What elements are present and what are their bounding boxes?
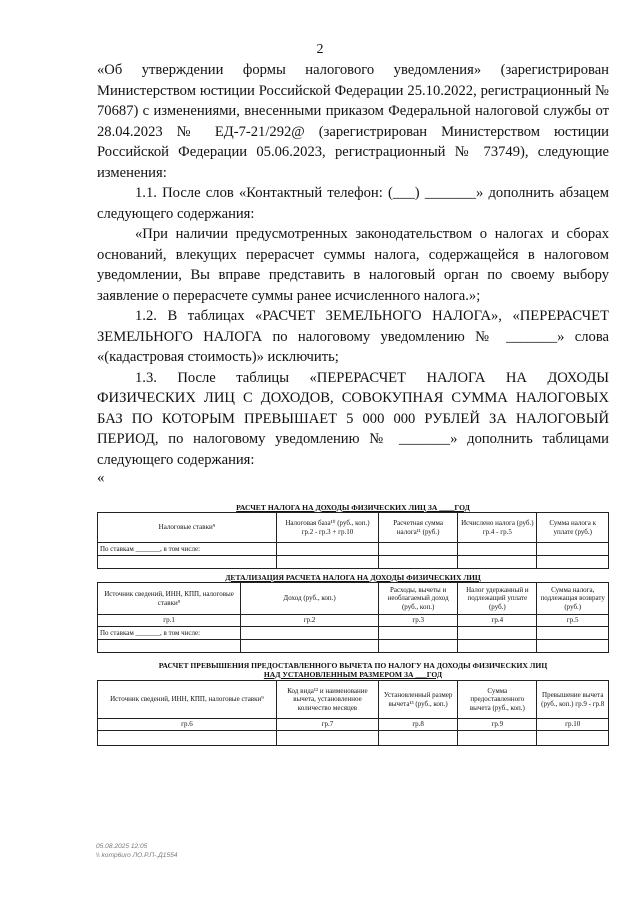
page-number: 2 <box>316 42 324 57</box>
table-cell <box>458 640 537 653</box>
table3-header-source: Источник сведений, ИНН, КПП, налоговые ставки⁹ <box>98 681 277 719</box>
table-cell <box>537 731 609 746</box>
table3-col-8: гр.8 <box>379 719 458 731</box>
table1-row-label: По ставкам _______, в том числе: <box>98 543 277 556</box>
table-cell <box>537 640 609 653</box>
table-cell <box>98 640 241 653</box>
table2-tax-detail <box>97 582 609 653</box>
table-cell <box>379 556 458 569</box>
paragraph-1-2: 1.2. В таблицах «РАСЧЕТ ЗЕМЕЛЬНОГО НАЛОГА», «ПЕРЕРАСЧЕТ ЗЕМЕЛЬНОГО НАЛОГА по налоговому уведомлению № _______» слова «(кадастровая стоимость)» исключить; <box>97 308 609 365</box>
table2-col-4: гр.4 <box>458 615 537 627</box>
table2-header-deductions: Расходы, вычеты и необлагаемый доход (руб., коп.) <box>379 583 458 615</box>
table-cell <box>458 731 537 746</box>
table-cell <box>98 731 277 746</box>
table-cell <box>98 556 277 569</box>
paragraph-1-1: 1.1. После слов «Контактный телефон: (___) _______» дополнить абзацем следующего содержания: <box>97 185 609 222</box>
footer-timestamp: 05.08.2025 12:05 <box>96 843 148 850</box>
table-cell <box>241 640 379 653</box>
table-cell <box>276 731 378 746</box>
table-cell <box>458 543 537 556</box>
table2-header-withheld: Налог удержанный и подлежащий уплате (руб.) <box>458 583 537 615</box>
paragraph-intro: «Об утверждении формы налогового уведомления» (зарегистрирован Министерством юстиции Российской Федерации 25.10.2022, регистрационный № 70687) с изменениями, внесенными приказом Федеральной налоговой службы от 28.04.2023 № ЕД-7-21/292@ (зарегистрирован Министерством юстиции Российской Федерации 05.06.2023, регистрационный № 73749), следующие изменения: <box>97 62 609 181</box>
table2-row-label: По ставкам _______, в том числе: <box>98 627 241 640</box>
footer-path: \\ komp6uro ЛО.Р.П-.Д1554 <box>96 852 178 859</box>
table3-col-7: гр.7 <box>276 719 378 731</box>
table3-header-deduction-code: Код вида¹² и наименование вычета, установленное количество месяцев <box>276 681 378 719</box>
paragraph-1-3: 1.3. После таблицы «ПЕРЕРАСЧЕТ НАЛОГА НА ДОХОДЫ ФИЗИЧЕСКИХ ЛИЦ С ДОХОДОВ, СОВОКУПНАЯ СУММА НАЛОГОВЫХ БАЗ ПО КОТОРЫМ ПРЕВЫШАЕТ 5 000 000 РУБЛЕЙ ЗА НАЛОГОВЫЙ ПЕРИОД, по налоговому уведомлению № _______» дополнить таблицами следующего содержания: <box>97 369 609 468</box>
document-footer <box>96 842 177 860</box>
table1-header-assessed: Исчислено налога (руб.) гр.4 - гр.5 <box>458 513 537 543</box>
table2-col-1: гр.1 <box>98 615 241 627</box>
table-cell <box>458 556 537 569</box>
table-cell <box>379 640 458 653</box>
table2-col-5: гр.5 <box>537 615 609 627</box>
table-cell <box>379 731 458 746</box>
table1-header-calc-tax: Расчетная сумма налога¹¹ (руб.) <box>379 513 458 543</box>
table3-col-6: гр.6 <box>98 719 277 731</box>
table-cell <box>241 627 379 640</box>
table1-header-rates: Налоговые ставки⁹ <box>98 513 277 543</box>
table2-header-source: Источник сведений, ИНН, КПП, налоговые ставки⁹ <box>98 583 241 615</box>
table3-header-excess: Превышение вычета (руб., коп.) гр.9 - гр.8 <box>537 681 609 719</box>
table1-title: РАСЧЕТ НАЛОГА НА ДОХОДЫ ФИЗИЧЕСКИХ ЛИЦ ЗА ____ГОД <box>236 503 470 512</box>
table-cell <box>379 627 458 640</box>
table2-col-3: гр.3 <box>379 615 458 627</box>
paragraph-quote: «При наличии предусмотренных законодательством о налогах и сборах оснований, влекущих перерасчет суммы налога, содержащейся в налоговом уведомлении, Вы вправе представить в налоговый орган по своему выбору заявление о перерасчете суммы ранее исчисленного налога.»; <box>97 226 609 304</box>
table3-title-line2: НАД УСТАНОВЛЕННЫМ РАЗМЕРОМ ЗА ___ГОД <box>263 670 443 679</box>
table1-header-payable: Сумма налога к уплате (руб.) <box>537 513 609 543</box>
table-cell <box>276 556 378 569</box>
table2-title: ДЕТАЛИЗАЦИЯ РАСЧЕТА НАЛОГА НА ДОХОДЫ ФИЗИЧЕСКИХ ЛИЦ <box>225 573 481 582</box>
table2-col-2: гр.2 <box>241 615 379 627</box>
body-text <box>97 60 609 470</box>
table-cell <box>537 543 609 556</box>
table-cell <box>537 556 609 569</box>
table1-header-base: Налоговая база¹⁰ (руб., коп.) гр.2 - гр.3 + гр.10 <box>276 513 378 543</box>
table3-col-9: гр.9 <box>458 719 537 731</box>
table3-col-10: гр.10 <box>537 719 609 731</box>
table3-title-line1: РАСЧЕТ ПРЕВЫШЕНИЯ ПРЕДОСТАВЛЕННОГО ВЫЧЕТА ПО НАЛОГУ НА ДОХОДЫ ФИЗИЧЕСКИХ ЛИЦ <box>158 661 548 670</box>
table3-deduction-excess <box>97 680 609 746</box>
table3-header-set-amount: Установленный размер вычета¹³ (руб., коп.) <box>379 681 458 719</box>
table-cell <box>537 627 609 640</box>
table1-tax-calculation <box>97 512 609 569</box>
table2-header-refund: Сумма налога, подлежащая возврату (руб.) <box>537 583 609 615</box>
table-cell <box>379 543 458 556</box>
table-cell <box>458 627 537 640</box>
table3-header-provided: Сумма предоставленного вычета (руб., коп.) <box>458 681 537 719</box>
table-cell <box>276 543 378 556</box>
open-quote: « <box>97 470 105 486</box>
table2-header-income: Доход (руб., коп.) <box>241 583 379 615</box>
